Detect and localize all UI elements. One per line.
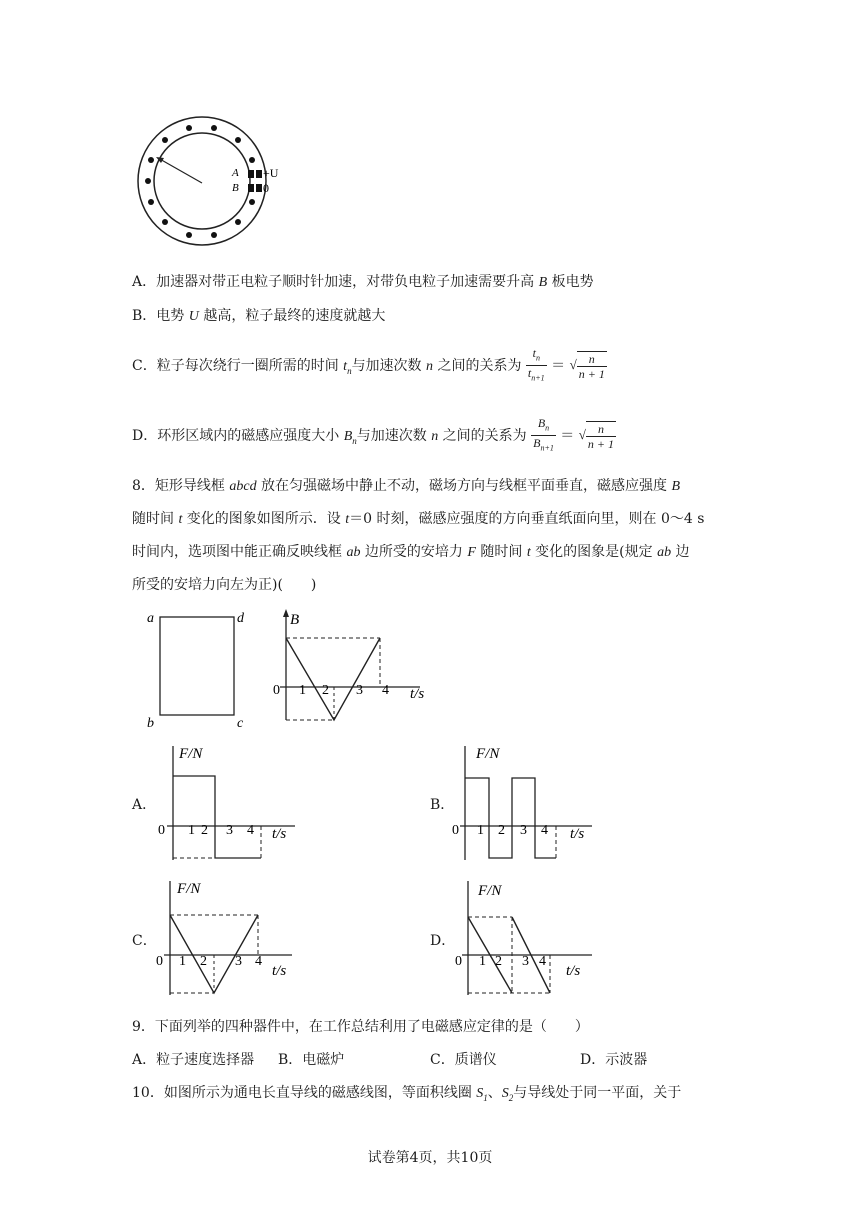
t-axis-label: t/s — [272, 826, 287, 842]
q10-stem: 10．如图所示为通电长直导线的磁感线图，等面积线圈 $S_1$、$S_2$与导线处于同一平面，关于 — [132, 1085, 682, 1103]
t-axis-label: t/s — [410, 686, 425, 702]
b-axis-label: B — [290, 612, 300, 628]
tick-4: 4 — [539, 954, 546, 969]
f-axis-label: F/N — [476, 746, 500, 762]
label-a: A — [232, 167, 239, 179]
label-b: B — [232, 182, 239, 194]
label-d: d — [237, 611, 244, 626]
label-plus-u: +U — [263, 166, 279, 180]
tick-1: 1 — [479, 954, 486, 969]
q8-stem-line-1: 8．矩形导线框 abcd 放在匀强磁场中静止不动，磁场方向与线框平面垂直，磁感应强度 B — [132, 478, 681, 494]
tick-4: 4 — [255, 954, 262, 969]
tick-1: 1 — [188, 823, 195, 838]
q9-option-b: B．电磁炉 — [278, 1052, 345, 1068]
q7-option-a: A．加速器对带正电粒子顺时针加速，对带负电粒子加速需要升高 B 板电势 — [132, 274, 594, 290]
t-axis-label: t/s — [570, 826, 585, 842]
q8-option-a-label: A． — [132, 797, 157, 813]
f-axis-label: F/N — [478, 883, 502, 899]
f-axis-label: F/N — [179, 746, 203, 762]
plate-b — [248, 184, 254, 192]
q8-option-c-label: C． — [132, 933, 157, 949]
q7-option-c: C．粒子每次绕行一圈所需的时间 $t_n$与加速次数 n 之间的关系为 $\frac{t_n}{t_{n+1}}$ ＝ √ $\frac{n}{n + 1}$ — [132, 346, 607, 386]
tick-3: 3 — [520, 823, 527, 838]
q9-option-c: C．质谱仪 — [430, 1052, 497, 1068]
f-axis-label: F/N — [177, 881, 201, 897]
t-axis-label: t/s — [272, 963, 287, 979]
ring-accelerator-figure — [132, 115, 292, 251]
tick-3: 3 — [356, 683, 363, 698]
tick-2: 2 — [322, 683, 329, 698]
q8-option-b-label: B． — [430, 797, 455, 813]
tick-1: 1 — [299, 683, 306, 698]
tick-1: 1 — [179, 954, 186, 969]
tick-0: 0 — [455, 954, 462, 969]
option-d-graph — [450, 875, 600, 1000]
label-a: a — [147, 611, 154, 626]
tick-2: 2 — [201, 823, 208, 838]
wire-frame-figure — [140, 605, 260, 730]
q9-option-a: A．粒子速度选择器 — [132, 1052, 255, 1068]
tick-0: 0 — [273, 683, 280, 698]
label-c: c — [237, 716, 244, 730]
plate-a — [248, 170, 254, 178]
b-t-graph — [270, 605, 435, 730]
tick-3: 3 — [235, 954, 242, 969]
tick-0: 0 — [452, 823, 459, 838]
tick-4: 4 — [382, 683, 389, 698]
tick-4: 4 — [541, 823, 548, 838]
formula-d: $\frac{B_n}{B_{n+1}}$ — [533, 416, 554, 453]
tick-0: 0 — [158, 823, 165, 838]
option-a-graph — [155, 738, 300, 863]
q9-stem: 9．下面列举的四种器件中，在工作总结利用了电磁感应定律的是（ ） — [132, 1019, 589, 1035]
tick-4: 4 — [247, 823, 254, 838]
tick-2: 2 — [200, 954, 207, 969]
option-c-graph — [152, 875, 302, 1000]
q8-stem-line-4: 所受的安培力向左为正)( ) — [132, 577, 317, 593]
t-axis-label: t/s — [566, 963, 581, 979]
q8-stem-line-2: 随时间 t 变化的图象如图所示．设 t＝0 时刻，磁感应强度的方向垂直纸面向里，则在 0～4 s — [132, 511, 705, 527]
tick-3: 3 — [522, 954, 529, 969]
q7-option-d: D．环形区域内的磁感应强度大小 $B_n$与加速次数 n 之间的关系为 $\frac{B_n}{B_{n+1}}$ ＝ √ $\frac{n}{n + 1}$ — [132, 416, 616, 456]
q9-option-d: D．示波器 — [580, 1052, 648, 1068]
tick-0: 0 — [156, 954, 163, 969]
tick-2: 2 — [495, 954, 502, 969]
q8-stem-line-3: 时间内，选项图中能正确反映线框 ab 边所受的安培力 F 随时间 t 变化的图象是(规定 ab 边 — [132, 544, 690, 560]
tick-2: 2 — [498, 823, 505, 838]
tick-3: 3 — [226, 823, 233, 838]
option-b-graph — [450, 738, 600, 863]
q7-option-b: B．电势 U 越高，粒子最终的速度就越大 — [132, 308, 386, 324]
formula-c: $\frac{t_n}{t_{n+1}}$ — [527, 346, 545, 383]
label-zero: 0 — [263, 181, 269, 195]
tick-1: 1 — [477, 823, 484, 838]
label-b: b — [147, 716, 154, 730]
page-footer: 试卷第4页，共10页 — [367, 1150, 493, 1166]
q8-option-d-label: D． — [430, 933, 456, 949]
